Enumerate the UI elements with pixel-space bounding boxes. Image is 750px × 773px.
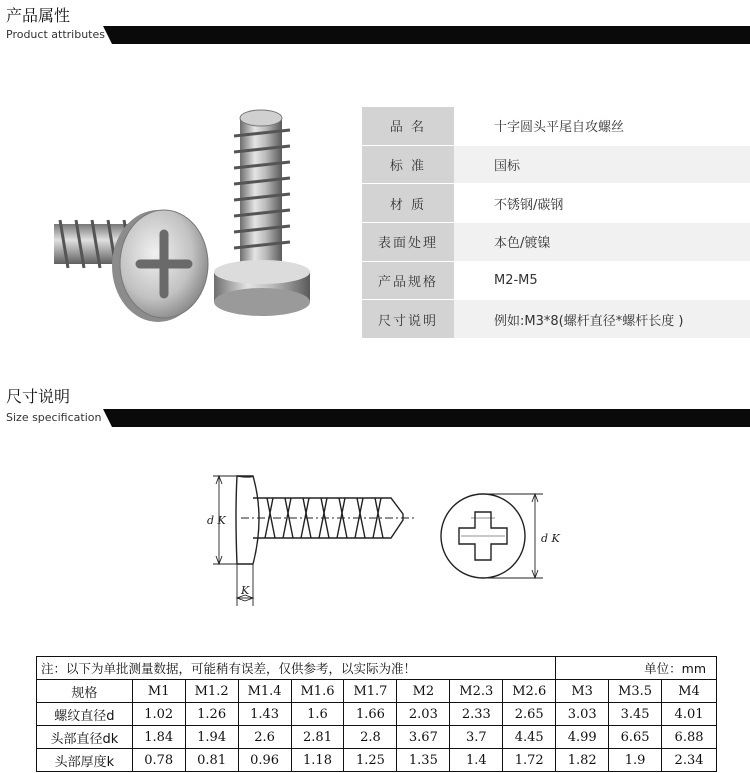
attribute-key: 尺寸说明 — [362, 300, 454, 338]
attribute-key: 表面处理 — [362, 223, 454, 261]
value-cell: 4.01 — [662, 703, 717, 726]
value-cell: 1.66 — [344, 703, 397, 726]
size-cell: M1.2 — [185, 680, 238, 703]
size-cell: M4 — [662, 680, 717, 703]
value-cell: 2.6 — [238, 726, 291, 749]
attribute-value: 本色/镀镍 — [494, 236, 551, 252]
size-cell: M1.4 — [238, 680, 291, 703]
size-cell: M1.6 — [291, 680, 344, 703]
spec-row-head-thickness — [37, 749, 717, 772]
spec-row-label: 头部直径dk — [37, 726, 133, 749]
value-cell: 2.33 — [450, 703, 503, 726]
value-cell: 3.67 — [397, 726, 450, 749]
value-cell: 3.03 — [556, 703, 609, 726]
attribute-key: 材 质 — [362, 184, 454, 222]
value-cell: 2.81 — [291, 726, 344, 749]
attribute-row — [362, 262, 750, 301]
size-cell: M3.5 — [609, 680, 662, 703]
attribute-key: 标 准 — [362, 146, 454, 184]
value-cell: 4.99 — [556, 726, 609, 749]
value-cell: 1.72 — [503, 749, 556, 772]
attribute-value: 国标 — [494, 159, 521, 175]
section-bar-attributes — [0, 26, 750, 44]
value-cell: 6.88 — [662, 726, 717, 749]
attribute-row — [362, 107, 750, 146]
value-cell: 1.4 — [450, 749, 503, 772]
spec-note: 注：以下为单批测量数据，可能稍有误差，仅供参考，以实际为准！ — [37, 657, 556, 680]
value-cell: 1.94 — [185, 726, 238, 749]
value-cell: 1.25 — [344, 749, 397, 772]
value-cell: 2.8 — [344, 726, 397, 749]
product-photo — [40, 96, 340, 346]
value-cell: 1.02 — [132, 703, 185, 726]
spec-row-label: 螺纹直径d — [37, 703, 133, 726]
value-cell: 0.96 — [238, 749, 291, 772]
value-cell: 1.9 — [609, 749, 662, 772]
size-cell: M1 — [132, 680, 185, 703]
size-cell: M2.6 — [503, 680, 556, 703]
value-cell: 1.84 — [132, 726, 185, 749]
attribute-row — [362, 223, 750, 262]
value-cell: 4.45 — [503, 726, 556, 749]
value-cell: 2.34 — [662, 749, 717, 772]
attribute-key: 产品规格 — [362, 262, 454, 300]
attribute-row — [362, 146, 750, 185]
value-cell: 3.7 — [450, 726, 503, 749]
size-cell: M2 — [397, 680, 450, 703]
value-cell: 1.18 — [291, 749, 344, 772]
section-bar-size — [0, 409, 750, 427]
size-cell: M3 — [556, 680, 609, 703]
attribute-value: M2-M5 — [494, 273, 538, 289]
spec-unit: 单位：mm — [556, 657, 717, 680]
section-subtitle-size: Size specification — [6, 411, 102, 424]
value-cell: 1.35 — [397, 749, 450, 772]
value-cell: 1.82 — [556, 749, 609, 772]
value-cell: 1.26 — [185, 703, 238, 726]
k-label: K — [241, 584, 250, 597]
size-cell: M2.3 — [450, 680, 503, 703]
section-title-attributes: 产品属性 — [6, 6, 71, 25]
value-cell: 2.65 — [503, 703, 556, 726]
attribute-row — [362, 300, 750, 339]
attribute-value: 不锈钢/碳钢 — [494, 197, 564, 213]
section-title-size: 尺寸说明 — [6, 387, 71, 406]
dk-label-end: d K — [541, 532, 560, 545]
value-cell: 6.65 — [609, 726, 662, 749]
attribute-key: 品 名 — [362, 107, 454, 145]
dk-label-side: d K — [207, 514, 226, 527]
value-cell: 1.6 — [291, 703, 344, 726]
value-cell: 0.78 — [132, 749, 185, 772]
size-cell: M1.7 — [344, 680, 397, 703]
spec-table — [36, 656, 717, 772]
spec-row-head-diameter — [37, 726, 717, 749]
value-cell: 3.45 — [609, 703, 662, 726]
technical-drawing — [195, 458, 575, 616]
attribute-table — [362, 107, 750, 339]
value-cell: 0.81 — [185, 749, 238, 772]
attribute-row — [362, 184, 750, 223]
spec-header-label: 规格 — [37, 680, 133, 703]
value-cell: 2.03 — [397, 703, 450, 726]
attribute-value: 例如:M3*8(螺杆直径*螺杆长度 ) — [494, 313, 684, 329]
spec-row-thread-diameter — [37, 703, 717, 726]
attribute-value: 十字圆头平尾自攻螺丝 — [494, 120, 625, 136]
spec-note-row — [37, 657, 717, 680]
spec-row-label: 头部厚度k — [37, 749, 133, 772]
spec-header-row — [37, 680, 717, 703]
section-subtitle-attributes: Product attributes — [6, 28, 105, 41]
value-cell: 1.43 — [238, 703, 291, 726]
